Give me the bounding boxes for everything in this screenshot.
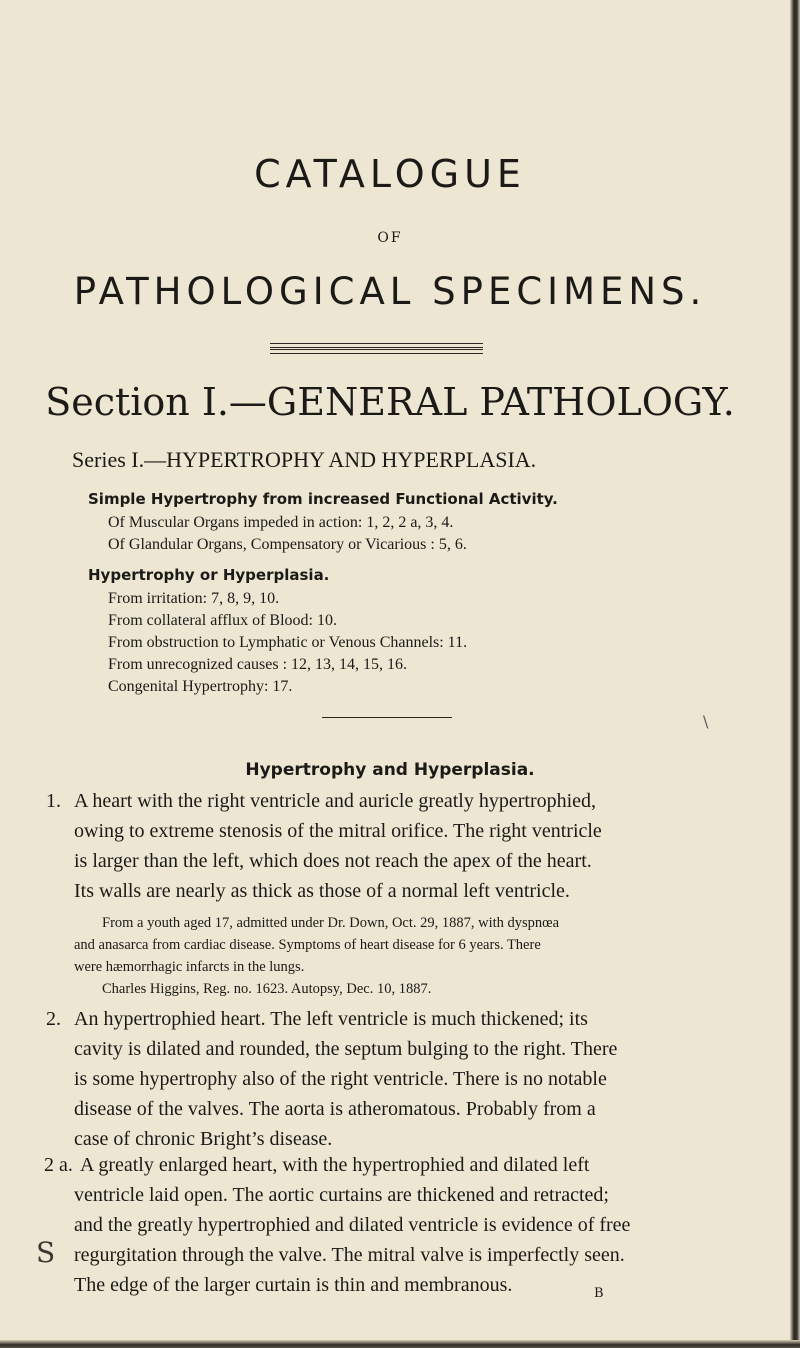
entry-line: The edge of the larger curtain is thin and membranous. (74, 1274, 513, 1296)
subject-title: PATHOLOGICAL SPECIMENS. (73, 270, 707, 313)
entry-line: is some hypertrophy also of the right ventricle. There is no notable (74, 1068, 607, 1090)
margin-mark: \ (703, 712, 709, 731)
summary-group2-line: From obstruction to Lymphatic or Venous Channels: 11. (108, 634, 468, 651)
page-edge-bottom (0, 1340, 800, 1348)
entry-line: disease of the valves. The aorta is atheromatous. Probably from a (74, 1098, 596, 1120)
summary-group2-line: Congenital Hypertrophy: 17. (108, 678, 293, 695)
double-rule-lower (270, 349, 483, 354)
entry-2 (46, 1004, 704, 1154)
summary-group2-line: From collateral afflux of Blood: 10. (108, 612, 337, 629)
entry-line: A heart with the right ventricle and auricle greatly hypertrophied, (74, 790, 597, 812)
page-edge-right (790, 0, 800, 1348)
entry-1 (46, 786, 704, 906)
separator-rule (322, 717, 452, 718)
note-line: were hæmorrhagic infarcts in the lungs. (74, 959, 305, 975)
list-heading: Hypertrophy and Hyperplasia. (245, 760, 535, 780)
summary-group1-line: Of Muscular Organs impeded in action: 1, 2, 2 a, 3, 4. (108, 514, 454, 531)
entry-number: 2 a. (44, 1154, 73, 1176)
entry-number: 2. (46, 1008, 61, 1030)
section-heading: Section I.—GENERAL PATHOLOGY. (45, 380, 735, 424)
double-rule-upper (270, 343, 483, 348)
series-heading: Series I.—HYPERTROPHY AND HYPERPLASIA. (72, 447, 537, 472)
summary-group2-heading: Hypertrophy or Hyperplasia. (88, 566, 330, 584)
entry-line: An hypertrophied heart. The left ventricle is much thickened; its (74, 1008, 588, 1030)
of-word: OF (377, 230, 403, 246)
summary-group2-line: From irritation: 7, 8, 9, 10. (108, 590, 280, 607)
entry-line: ventricle laid open. The aortic curtains are thickened and retracted; (74, 1184, 609, 1206)
entry-line: regurgitation through the valve. The mitral valve is imperfectly seen. (74, 1244, 625, 1266)
note-line: and anasarca from cardiac disease. Symptoms of heart disease for 6 years. There (74, 937, 541, 953)
entry-line: A greatly enlarged heart, with the hypertrophied and dilated left (80, 1154, 590, 1176)
entry-line: Its walls are nearly as thick as those of a normal left ventricle. (74, 880, 570, 902)
note-line: From a youth aged 17, admitted under Dr. Down, Oct. 29, 1887, with dyspnœa (102, 915, 560, 931)
summary-group2-line: From unrecognized causes : 12, 13, 14, 15, 16. (108, 656, 408, 673)
catalogue-title: CATALOGUE (254, 152, 526, 196)
entry-line: cavity is dilated and rounded, the septum bulging to the right. There (74, 1038, 618, 1060)
signature-mark: B (594, 1286, 604, 1301)
entry-2a (44, 1150, 704, 1300)
entry-line: case of chronic Bright’s disease. (74, 1128, 333, 1150)
summary-group1-line: Of Glandular Organs, Compensatory or Vicarious : 5, 6. (108, 536, 467, 553)
entry-1-notes (74, 912, 722, 1000)
entry-line: owing to extreme stenosis of the mitral orifice. The right ventricle (74, 820, 602, 842)
note-line: Charles Higgins, Reg. no. 1623. Autopsy, Dec. 10, 1887. (102, 981, 432, 997)
entry-number: 1. (46, 790, 61, 812)
entry-line: is larger than the left, which does not reach the apex of the heart. (74, 850, 592, 872)
entry-line: and the greatly hypertrophied and dilated ventricle is evidence of free (74, 1214, 631, 1236)
handwritten-mark: S (36, 1236, 56, 1269)
summary-group1-heading: Simple Hypertrophy from increased Functional Activity. (88, 490, 558, 508)
